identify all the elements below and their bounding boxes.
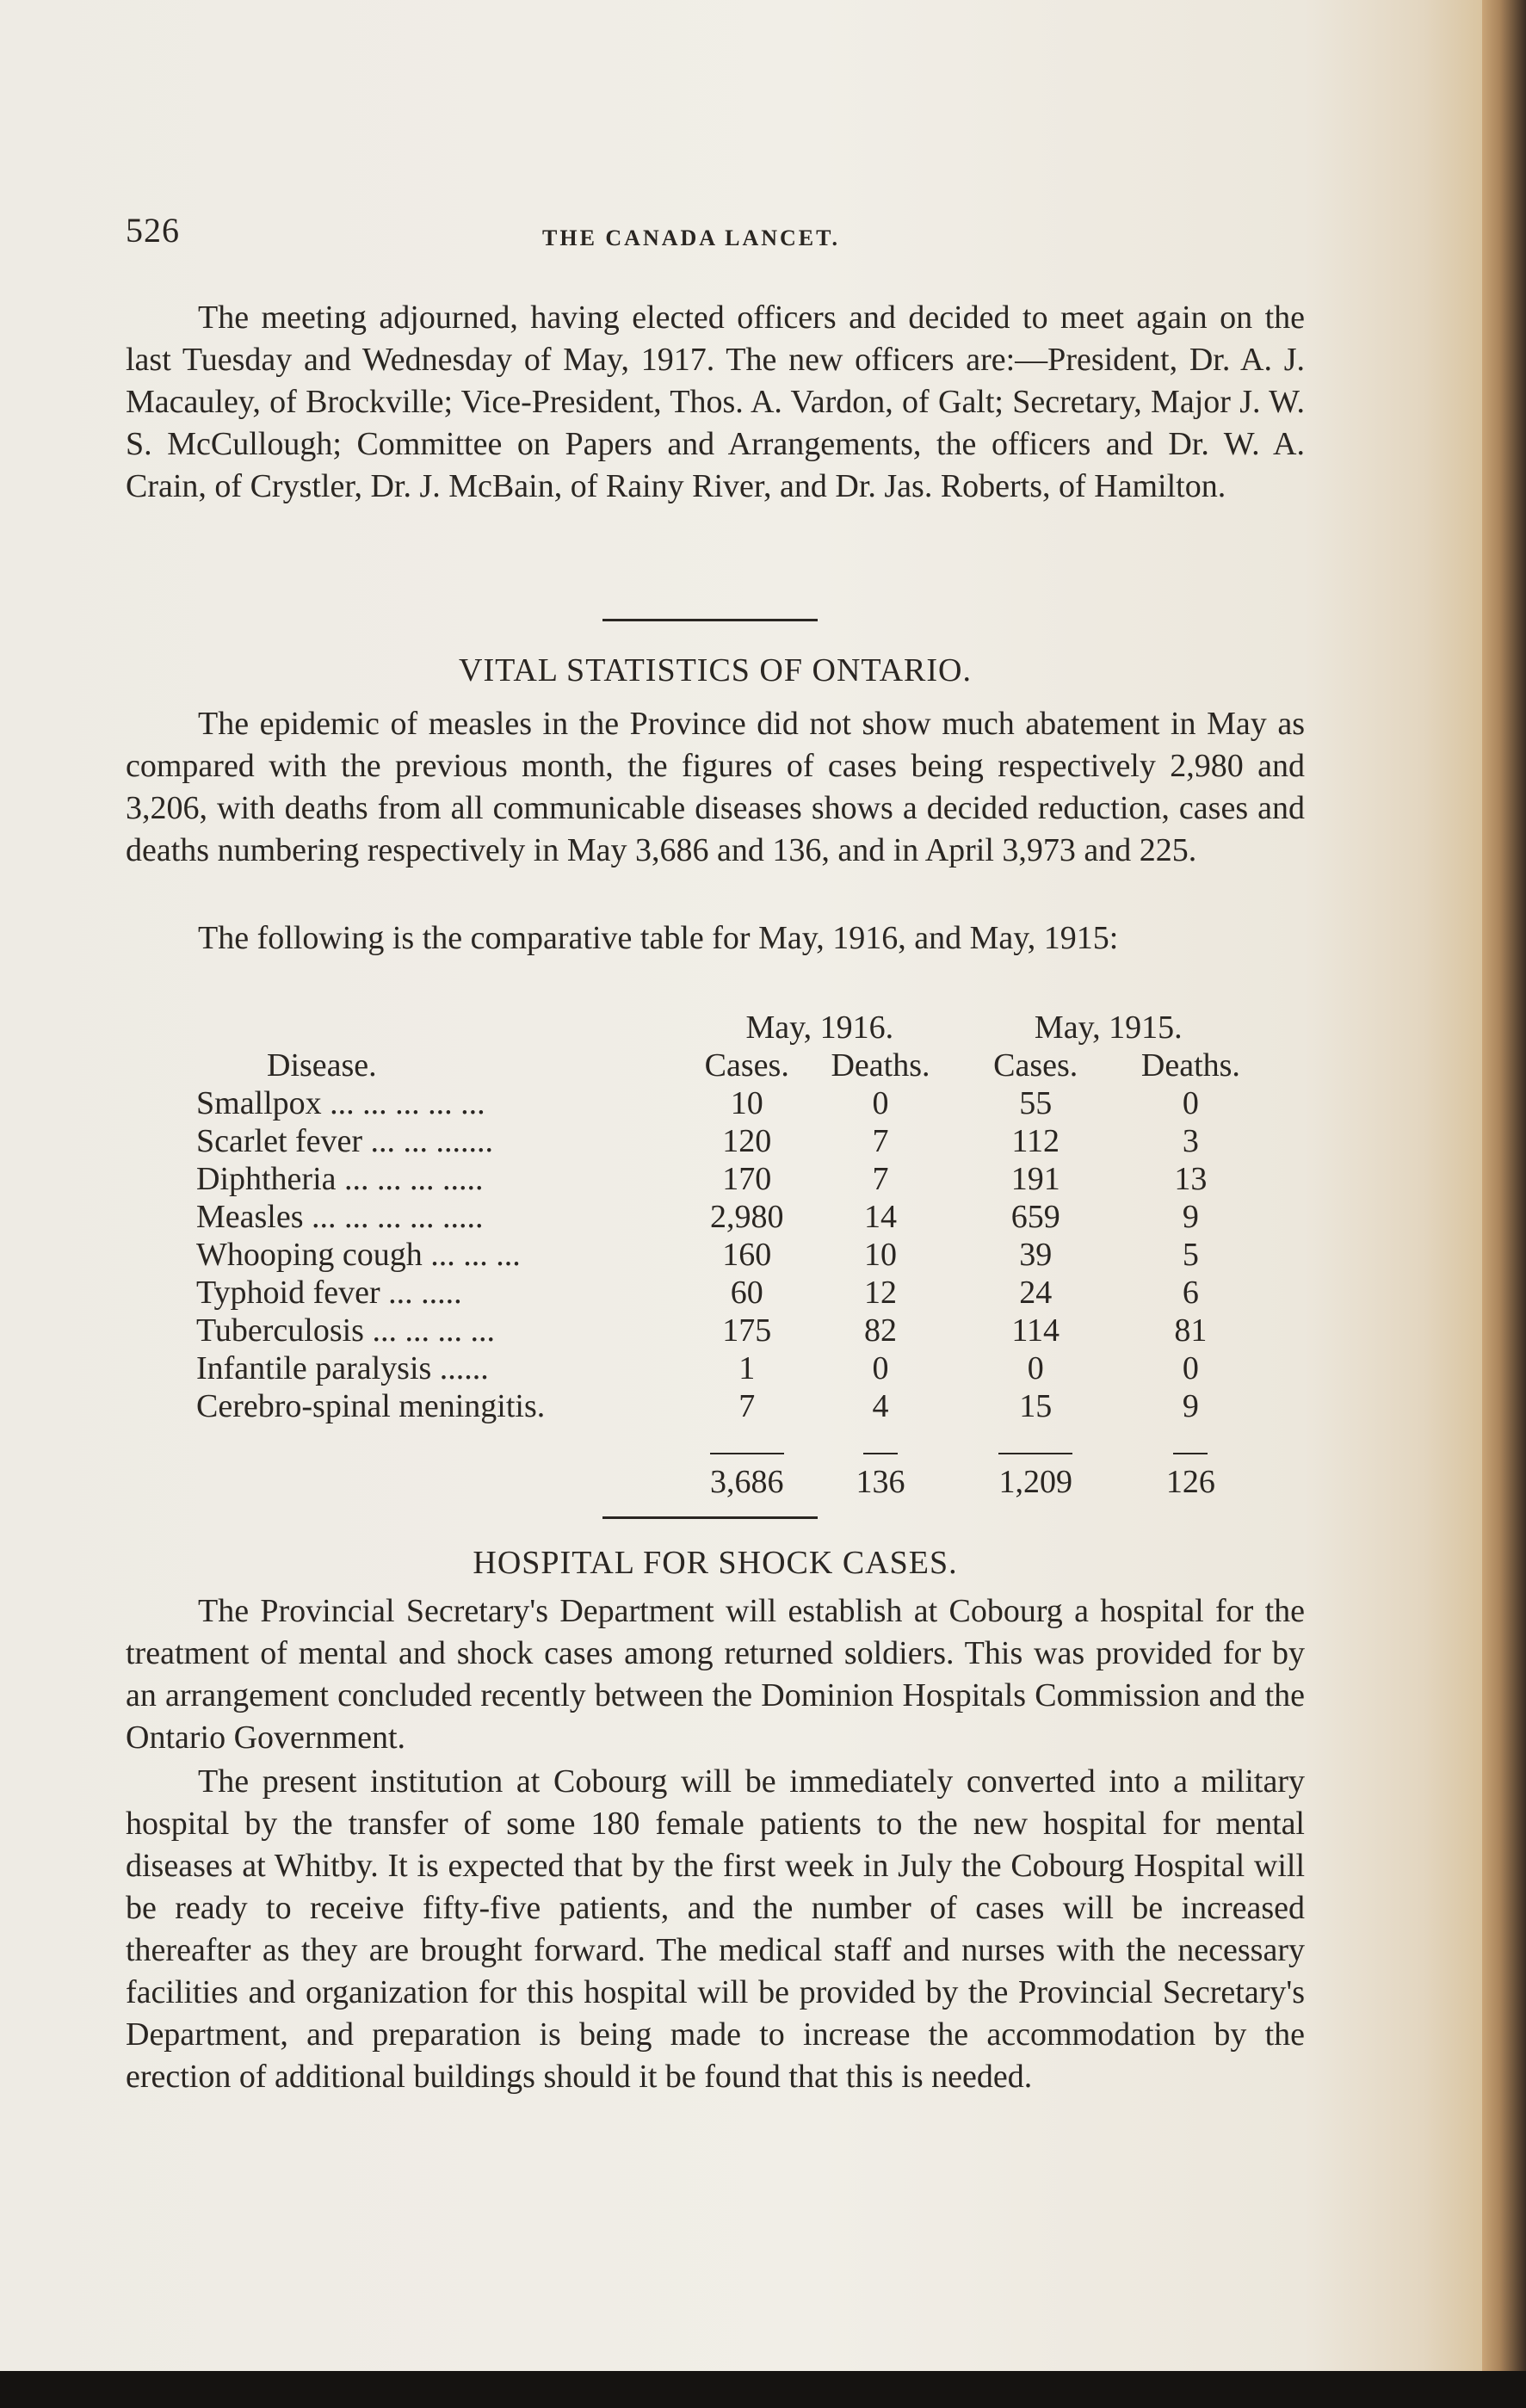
disease-name: Whooping cough ... ... ... (196, 1237, 521, 1273)
disease-name: Scarlet fever ... ... ....... (196, 1123, 494, 1159)
deaths-1916-cell: 4 (872, 1388, 889, 1424)
cases-1915-cell: 24 (1019, 1275, 1053, 1311)
deaths-1916-header: Deaths. (831, 1047, 930, 1084)
hospital-heading: HOSPITAL FOR SHOCK CASES. (473, 1545, 958, 1581)
deaths-1915-cell: 0 (1182, 1350, 1199, 1386)
deaths-1916-cell: 0 (872, 1085, 889, 1121)
disease-name: Infantile paralysis ...... (196, 1350, 489, 1386)
table-header-row (196, 1047, 1263, 1084)
cases-1916-cell: 175 (722, 1312, 772, 1349)
table-row (196, 1198, 1263, 1236)
disease-table (196, 1009, 1263, 1501)
year-1916-header: May, 1916. (745, 1010, 894, 1046)
table-intro-paragraph: The following is the comparative table for May, 1916, and May, 1915: (198, 920, 1119, 956)
cases-1916-cell: 7 (738, 1388, 756, 1424)
running-head: THE CANADA LANCET. (542, 225, 841, 250)
cases-1915-cell: 0 (1027, 1350, 1044, 1386)
total-deaths-1916: 136 (856, 1464, 905, 1500)
deaths-1915-cell: 13 (1174, 1161, 1208, 1197)
page-number: 526 (126, 211, 180, 250)
cases-1915-cell: 112 (1011, 1123, 1060, 1159)
cases-1916-cell: 10 (730, 1085, 763, 1121)
deaths-1916-cell: 10 (863, 1237, 897, 1273)
cases-1916-cell: 60 (730, 1275, 763, 1311)
table-row (196, 1084, 1263, 1122)
deaths-1916-cell: 7 (872, 1123, 889, 1159)
deaths-1915-cell: 9 (1182, 1199, 1199, 1235)
section-divider (602, 1516, 818, 1519)
deaths-1915-cell: 81 (1174, 1312, 1208, 1349)
deaths-1916-cell: 7 (872, 1161, 889, 1197)
cases-1916-cell: 2,980 (710, 1199, 784, 1235)
disease-name: Measles ... ... ... ... ..... (196, 1199, 484, 1235)
total-deaths-1915: 126 (1165, 1464, 1215, 1500)
cases-1916-header: Cases. (704, 1047, 789, 1084)
sum-rule (998, 1453, 1072, 1454)
deaths-1915-cell: 9 (1182, 1388, 1199, 1424)
disease-column-header: Disease. (267, 1047, 377, 1084)
sum-rule (710, 1453, 784, 1454)
table-row (196, 1312, 1263, 1349)
table-row (196, 1122, 1263, 1160)
deaths-1915-cell: 6 (1182, 1275, 1199, 1311)
cases-1916-cell: 160 (722, 1237, 772, 1273)
disease-name: Tuberculosis ... ... ... ... (196, 1312, 495, 1349)
disease-name: Diphtheria ... ... ... ..... (196, 1161, 484, 1197)
totals-row (196, 1463, 1263, 1501)
vital-statistics-heading: VITAL STATISTICS OF ONTARIO. (459, 652, 972, 688)
hospital-paragraph-2: The present institution at Cobourg will be immediately converted into a military hospital by the transfer of some 180 female patients to the new hospital for mental diseases at Whitby. It is expected that by the first week in July the Cobourg Hospital will be ready to receive fifty-five patients, and the number of cases will be increased thereafter as they are brought forward. The medical staff and nurses with the necessary facilities and organization for this hospital will be provided by the Provincial Secretary's Department, and preparation is being made to increase the accommodation by the erection of additional buildings should it be found that this is needed. (126, 1763, 1305, 2095)
cases-1915-cell: 659 (1010, 1199, 1060, 1235)
deaths-1915-cell: 0 (1182, 1085, 1199, 1121)
deaths-1916-cell: 14 (863, 1199, 897, 1235)
hospital-paragraph-1: The Provincial Secretary's Department will establish at Cobourg a hospital for the treatment of mental and shock cases among returned soldiers. This was provided for by an arrangement concluded recently between the Dominion Hospitals Commission and the Ontario Government. (126, 1593, 1305, 1756)
book-fore-edge (1482, 0, 1526, 2371)
table-year-row (196, 1009, 1263, 1047)
deaths-1915-cell: 5 (1182, 1237, 1199, 1273)
disease-name: Cerebro-spinal meningitis. (196, 1388, 546, 1424)
table-row (196, 1274, 1263, 1312)
total-cases-1915: 1,209 (998, 1464, 1072, 1500)
cases-1915-cell: 15 (1019, 1388, 1053, 1424)
table-row (196, 1349, 1263, 1387)
cases-1916-cell: 1 (738, 1350, 756, 1386)
sum-rule (863, 1453, 898, 1454)
deaths-1915-cell: 3 (1182, 1123, 1199, 1159)
scan-background (0, 2371, 1526, 2408)
sum-rule (1173, 1453, 1208, 1454)
cases-1915-header: Cases. (993, 1047, 1078, 1084)
section-divider (602, 619, 818, 621)
cases-1915-cell: 114 (1011, 1312, 1060, 1349)
deaths-1916-cell: 12 (863, 1275, 897, 1311)
cases-1916-cell: 170 (722, 1161, 772, 1197)
table-row (196, 1387, 1263, 1425)
disease-name: Typhoid fever ... ..... (196, 1275, 462, 1311)
table-row (196, 1160, 1263, 1198)
deaths-1916-cell: 0 (872, 1350, 889, 1386)
cases-1915-cell: 39 (1019, 1237, 1053, 1273)
cases-1915-cell: 191 (1010, 1161, 1060, 1197)
table-row (196, 1236, 1263, 1274)
cases-1915-cell: 55 (1019, 1085, 1053, 1121)
vital-statistics-paragraph: The epidemic of measles in the Province did not show much abatement in May as compared with the previous month, the figures of cases being respectively 2,980 and 3,206, with deaths from all communicable diseases shows a decided reduction, cases and deaths numbering respectively in May 3,686 and 136, and in April 3,973 and 225. (126, 706, 1305, 868)
sum-rule-row (196, 1425, 1263, 1463)
deaths-1916-cell: 82 (863, 1312, 897, 1349)
deaths-1915-header: Deaths. (1140, 1047, 1240, 1084)
cases-1916-cell: 120 (722, 1123, 772, 1159)
disease-name: Smallpox ... ... ... ... ... (196, 1085, 485, 1121)
intro-paragraph: The meeting adjourned, having elected officers and decided to meet again on the last Tuesday and Wednesday of May, 1917. The new officers are:—President, Dr. A. J. Macauley, of Brockville; Vice-President, Thos. A. Vardon, of Galt; Secretary, Major J. W. S. McCullough; Committee on Papers and Arrangements, the officers and Dr. W. A. Crain, of Crystler, Dr. J. McBain, of Rainy River, and Dr. Jas. Roberts, of Hamilton. (126, 299, 1305, 504)
year-1915-header: May, 1915. (1034, 1010, 1183, 1046)
total-cases-1916: 3,686 (710, 1464, 784, 1500)
